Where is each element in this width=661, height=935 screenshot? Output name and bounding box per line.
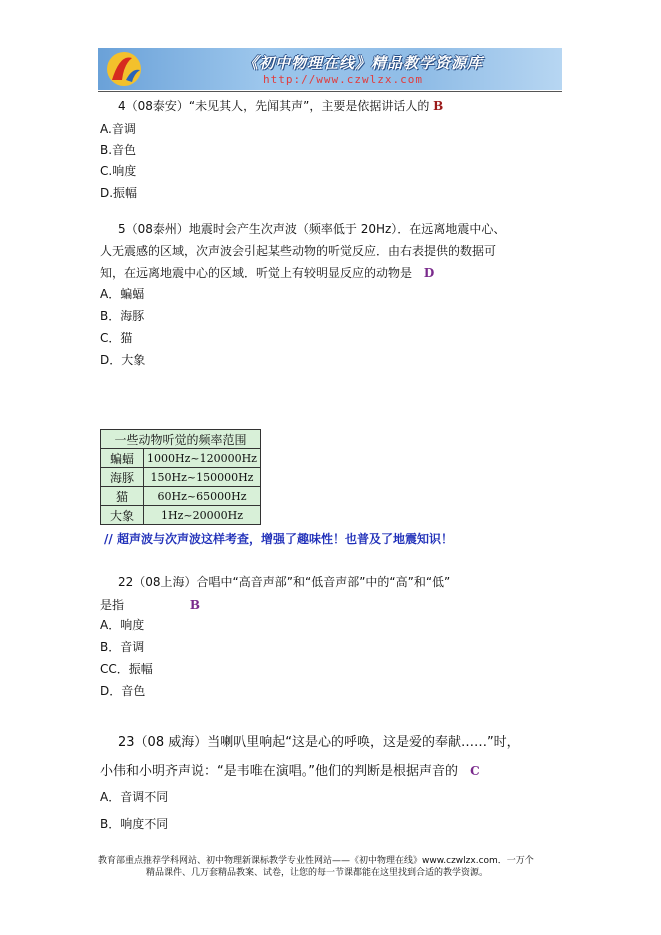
q4-option-d: D.振幅 bbox=[100, 186, 138, 200]
q5-answer: D bbox=[423, 266, 435, 280]
table-cell-animal: 猫 bbox=[101, 487, 144, 506]
teaching-note: // 超声波与次声波这样考查，增强了趣味性！也普及了地震知识！ bbox=[104, 532, 453, 546]
table-row bbox=[101, 468, 261, 487]
q23-option-a: A．音调不同 bbox=[100, 790, 169, 804]
q4-stem-text: 4（08泰安）“未见其人，先闻其声”，主要是依据讲话人的 bbox=[118, 99, 430, 113]
q22-stem-line-1: 22（08上海）合唱中“高音声部”和“低音声部”中的“高”和“低” bbox=[118, 575, 451, 589]
footer-line-2: 精品课件、几万套精品教案、试卷，让您的每一节课都能在这里找到合适的教学资源。 bbox=[146, 868, 489, 878]
q5-option-b: B．海豚 bbox=[100, 309, 145, 323]
q5-option-c: C．猫 bbox=[100, 331, 133, 345]
q22-stem-line-2 bbox=[100, 597, 200, 613]
table-cell-range: 150Hz~150000Hz bbox=[144, 468, 261, 487]
table-cell-range: 1Hz~20000Hz bbox=[144, 506, 261, 525]
table-cell-animal: 海豚 bbox=[101, 468, 144, 487]
header-divider bbox=[98, 91, 562, 92]
table-header-row bbox=[101, 430, 261, 449]
q22-option-d: D．音色 bbox=[100, 684, 146, 698]
q23-answer: C bbox=[470, 764, 480, 778]
table-row bbox=[101, 449, 261, 468]
q23-stem-line-2-text: 小伟和小明齐声说：“是韦唯在演唱。”他们的判断是根据声音的 bbox=[100, 764, 458, 779]
q5-stem-line-3 bbox=[100, 265, 434, 281]
banner-url[interactable]: http://www.czwlzx.com bbox=[262, 73, 424, 86]
q23-stem-line-2 bbox=[100, 763, 480, 780]
q22-option-b: B．音调 bbox=[100, 640, 145, 654]
q5-stem-line-1: 5（08泰州）地震时会产生次声波（频率低于 20Hz）．在远离地震中心、 bbox=[118, 222, 506, 236]
q22-stem-line-2-text: 是指 bbox=[100, 598, 125, 612]
table-title: 一些动物听觉的频率范围 bbox=[101, 430, 261, 449]
table-cell-animal: 大象 bbox=[101, 506, 144, 525]
table-cell-range: 1000Hz~120000Hz bbox=[144, 449, 261, 468]
footer-line-1: 教育部重点推荐学科网站、初中物理新课标教学专业性网站——《初中物理在线》www.czwlzx.com．一万个 bbox=[98, 856, 534, 866]
q4-option-a: A.音调 bbox=[100, 122, 136, 136]
q5-stem-line-3-text: 知，在远离地震中心的区域．听觉上有较明显反应的动物是 bbox=[100, 266, 413, 280]
header-banner bbox=[98, 48, 562, 90]
banner-title: 《初中物理在线》精品教学资源库 bbox=[242, 54, 483, 72]
q22-option-a: A．响度 bbox=[100, 618, 145, 632]
q5-option-a: A．蝙蝠 bbox=[100, 287, 145, 301]
q4-stem bbox=[118, 98, 443, 114]
table-cell-range: 60Hz~65000Hz bbox=[144, 487, 261, 506]
q23-option-b: B．响度不同 bbox=[100, 817, 169, 831]
animal-hearing-frequency-table bbox=[100, 429, 261, 525]
q5-option-d: D．大象 bbox=[100, 353, 146, 367]
q4-answer: B bbox=[433, 99, 444, 113]
q4-option-c: C.响度 bbox=[100, 164, 137, 178]
table-row bbox=[101, 487, 261, 506]
q22-answer: B bbox=[189, 598, 200, 612]
site-logo-icon bbox=[102, 50, 146, 88]
q22-option-c: CC．振幅 bbox=[100, 662, 153, 676]
q5-stem-line-2: 人无震感的区域，次声波会引起某些动物的听觉反应．由右表提供的数据可 bbox=[100, 244, 497, 258]
q23-stem-line-1: 23（08 威海）当喇叭里响起“这是心的呼唤，这是爱的奉献……”时， bbox=[118, 735, 520, 750]
q4-option-b: B.音色 bbox=[100, 143, 137, 157]
table-cell-animal: 蝙蝠 bbox=[101, 449, 144, 468]
table-row bbox=[101, 506, 261, 525]
